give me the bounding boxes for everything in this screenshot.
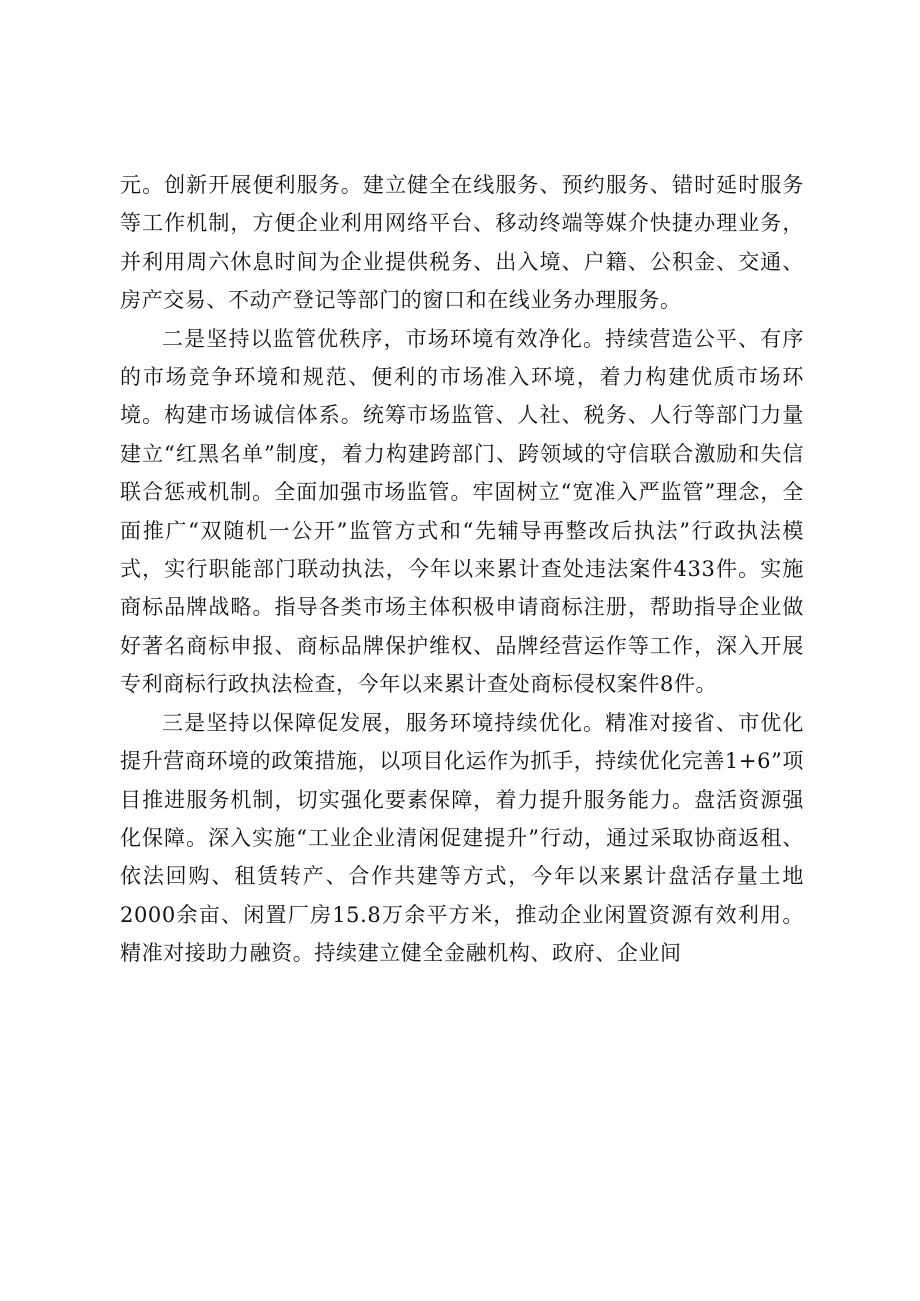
paragraph-market-supervision: 二是坚持以监管优秩序，市场环境有效净化。持续营造公平、有序的市场竞争环境和规范、便利的市场准入环境，着力构建优质市场环境。构建市场诚信体系。统筹市场监管、人社、税务、人行等部门力量建立“红黑名单”制度，着力构建跨部门、跨领域的守信联合激励和失信联合惩戒机制。全面加强市场监管。牢固树立“宽准入严监管”理念，全面推广“双随机一公开”监管方式和“先辅导再整改后执法”行政执法模式，实行职能部门联动执法，今年以来累计查处违法案件433件。实施商标品牌战略。指导各类市场主体积极申请商标注册，帮助指导企业做好著名商标申报、商标品牌保护维权、品牌经营运作等工作，深入开展专利商标行政执法检查，今年以来累计查处商标侵权案件8件。 — [120, 326, 804, 697]
paragraph-continuation: 元。创新开展便利服务。建立健全在线服务、预约服务、错时延时服务等工作机制，方便企业利用网络平台、移动终端等媒介快捷办理业务，并利用周六休息时间为企业提供税务、出入境、户籍、公积金、交通、房产交易、不动产登记等部门的窗口和在线业务办理服务。 — [120, 173, 804, 313]
document-body — [120, 166, 804, 973]
paragraph-service-environment: 三是坚持以保障促发展，服务环境持续优化。精准对接省、市优化提升营商环境的政策措施，以项目化运作为抓手，持续优化完善1+6”项目推进服务机制，切实强化要素保障，着力提升服务能力。盘活资源强化保障。深入实施“工业企业清闲促建提升”行动，通过采取协商返租、依法回购、租赁转产、合作共建等方式，今年以来累计盘活存量土地2000余亩、闲置厂房15.8万余平方米，推动企业闲置资源有效利用。精准对接助力融资。持续建立健全金融机构、政府、企业间 — [120, 710, 804, 966]
